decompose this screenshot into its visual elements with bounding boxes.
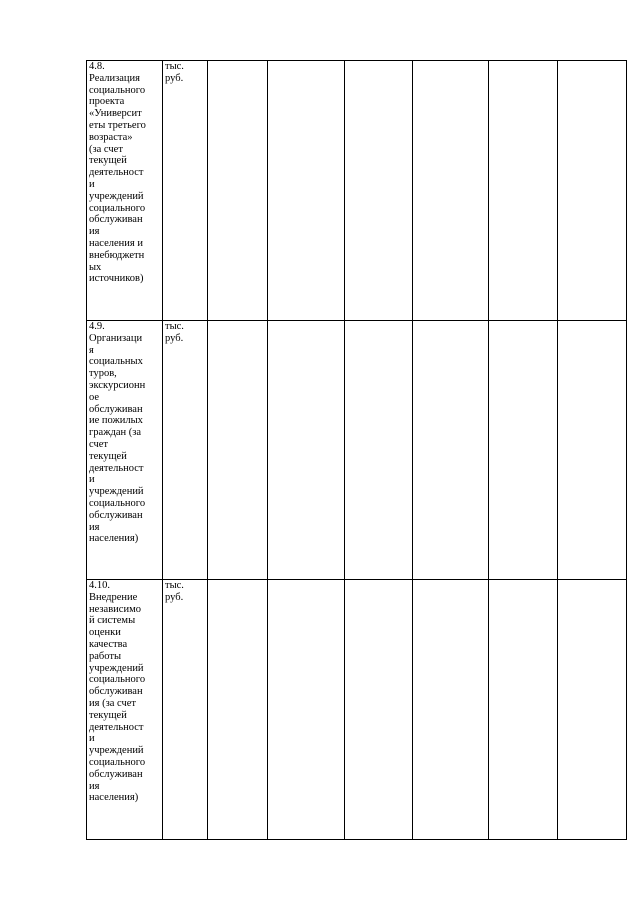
description-line: оценки [89,627,121,639]
description-line: населения) [89,533,139,545]
value-cell [558,580,627,840]
unit-line: тыс. [165,580,184,591]
value-cell [413,61,489,321]
unit-line: руб. [165,591,184,603]
description-line: социального [89,756,146,768]
description-line: еты третьего [89,119,146,131]
description-line: деятельност [89,721,144,733]
description-line: обслуживан [89,214,143,226]
description-line: учреждений [89,745,144,757]
value-cell [489,61,558,321]
description-line: ие пожилых [89,415,143,427]
unit-line: тыс. [165,61,184,72]
unit-line: руб. [165,332,184,344]
measure-description-cell [87,61,163,321]
description-line: учреждений [89,190,144,202]
table-row [87,321,627,580]
description-line: 4.8. [89,61,105,72]
unit-line: руб. [165,72,184,84]
description-line: ия [89,780,100,792]
description-line: независимо [89,603,141,615]
description-line: внебюджетн [89,249,145,261]
description-line: ия [89,226,100,238]
description-line: «Университ [89,108,142,120]
description-line: туров, [89,368,117,380]
description-line: текущей [89,450,127,462]
description-line: качества [89,638,128,650]
description-line: обслуживан [89,768,143,780]
description-line: ия [89,521,100,533]
description-line: обслуживан [89,403,143,415]
value-cell [558,61,627,321]
description-line: источников) [89,273,144,285]
description-line: социального [89,497,146,509]
description-line: Внедрение [89,591,138,603]
description-line: социального [89,674,146,686]
value-cell [489,321,558,580]
description-line: населения и [89,237,143,249]
description-line: ия (за счет [89,697,136,709]
description-line: 4.9. [89,321,105,332]
unit-cell [163,321,208,580]
value-cell [208,61,268,321]
value-cell [345,61,413,321]
description-line: учреждений [89,662,144,674]
description-line: 4.10. [89,580,110,591]
table-row [87,580,627,840]
programme-table [86,60,627,840]
value-cell [413,580,489,840]
description-line: обслуживан [89,686,143,698]
value-cell [208,580,268,840]
description-line: деятельност [89,167,144,179]
description-line: социального [89,84,146,96]
value-cell [268,580,345,840]
value-cell [268,321,345,580]
description-line: социальных [89,356,143,368]
description-line: и [89,733,95,745]
description-line: текущей [89,155,127,167]
description-line: деятельност [89,462,144,474]
description-line: Реализация [89,72,140,84]
description-line: учреждений [89,486,144,498]
description-line: й системы [89,615,136,627]
description-line: возраста» [89,131,133,143]
value-cell [208,321,268,580]
value-cell [413,321,489,580]
description-line: проекта [89,96,125,108]
description-line: экскурсионн [89,379,146,391]
description-line: и [89,474,95,486]
unit-line: тыс. [165,321,184,332]
value-cell [489,580,558,840]
value-cell [345,580,413,840]
value-cell [268,61,345,321]
description-line: ое [89,391,100,403]
description-line: текущей [89,709,127,721]
description-line: счет [89,438,108,450]
description-line: и [89,178,95,190]
value-cell [345,321,413,580]
table-row [87,61,627,321]
description-line: работы [89,650,122,662]
value-cell [558,321,627,580]
description-line: (за счет [89,143,123,155]
description-line: социального [89,202,146,214]
unit-cell [163,61,208,321]
measure-description-cell [87,580,163,840]
description-line: ых [89,261,102,273]
description-line: я [89,344,94,356]
unit-cell [163,580,208,840]
measure-description-cell [87,321,163,580]
description-line: обслуживан [89,509,143,521]
description-line: населения) [89,792,139,804]
description-line: граждан (за [89,427,142,439]
description-line: Организаци [89,332,143,344]
